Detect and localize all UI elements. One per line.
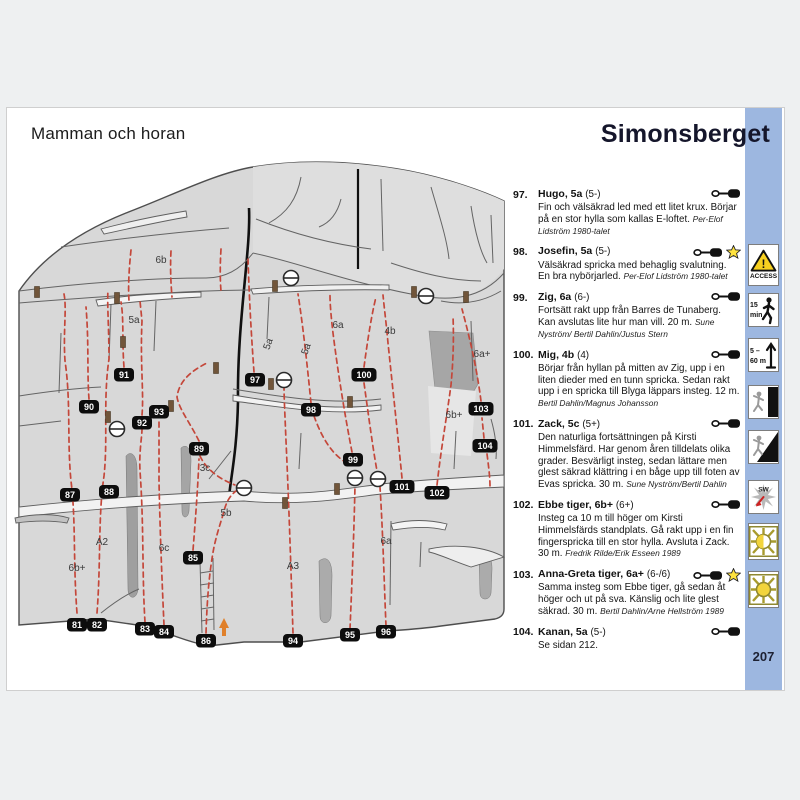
grade-label: 5a (128, 315, 140, 326)
anchor-icon (110, 422, 125, 437)
anchor-icon (348, 471, 363, 486)
compass-rose-icon (749, 482, 778, 512)
approach-minutes: 15 (750, 302, 758, 309)
route-number-badge (189, 442, 209, 456)
route-number-badge (67, 618, 87, 632)
route-alt-grade: (5-) (590, 626, 606, 638)
bolt-icon (273, 281, 278, 292)
route-description: Välsäkrad spricka med behaglig svalutning. En bra nybörjarled. (538, 259, 727, 283)
info-sidebar (745, 108, 782, 690)
anchor-icon (371, 472, 386, 487)
route-number-badge (87, 618, 107, 632)
route-number-badge (132, 416, 152, 430)
svg-text:81: 81 (71, 620, 83, 631)
svg-text:!: ! (761, 257, 766, 272)
route-name: Zack, 5c (538, 417, 580, 430)
svg-text:93: 93 (153, 407, 165, 418)
svg-text:86: 86 (200, 636, 212, 647)
svg-text:98: 98 (305, 405, 317, 416)
route-entry (513, 188, 741, 237)
route-description: Samma insteg som Ebbe tiger, gå sedan åt höger och ut på sva. Känslig och lite glest säkrad. 30 m. (538, 582, 726, 617)
route-credit: Bertil Dahlin/Magnus Johansson (538, 398, 659, 409)
route-number-badge (196, 634, 216, 648)
route-alt-grade: (6+) (615, 499, 634, 511)
trad-gear-icon (693, 570, 723, 581)
route-number-badge (79, 400, 99, 414)
route-name: Ebbe tiger, 6b+ (538, 498, 613, 511)
route-alt-grade: (5-) (595, 246, 611, 258)
route-name: Anna-Greta tiger, 6a+ (538, 568, 644, 581)
grade-label: 6b+ (445, 410, 463, 421)
sun-half-day-icon (748, 523, 779, 560)
climbing-steep-icon (748, 385, 779, 419)
route-icons (711, 626, 741, 637)
route-credit: Per-Elof Lidström 1980-talet (623, 271, 728, 282)
route-number: 99. (513, 291, 528, 304)
grade-label: 3c (199, 463, 211, 474)
route-number-badge (135, 622, 155, 636)
route-icons (693, 568, 741, 582)
route-credit: Per-Elof Lidström 1980-talet (538, 213, 723, 236)
star-icon (726, 568, 741, 582)
climber-vertical-icon (749, 387, 778, 417)
svg-text:100: 100 (356, 370, 372, 381)
svg-text:85: 85 (187, 553, 199, 564)
route-entry (513, 568, 741, 617)
half-sun-icon (749, 526, 778, 557)
route-number: 100. (513, 349, 534, 362)
trad-gear-icon (693, 247, 723, 258)
route-name: Josefin, 5a (538, 245, 593, 258)
route-number-badge (343, 453, 363, 467)
svg-text:97: 97 (249, 375, 261, 386)
bolt-icon (106, 412, 111, 423)
sun-full-day-icon (748, 571, 779, 608)
route-number-badge (183, 551, 203, 565)
grade-label: 6b+ (68, 563, 86, 574)
route-number-badge (60, 488, 80, 502)
route-number: 101. (513, 418, 534, 431)
route-number: 102. (513, 499, 534, 512)
route-number: 104. (513, 626, 534, 639)
svg-text:103: 103 (473, 404, 489, 415)
bolt-icon (283, 498, 288, 509)
grade-label: A3 (286, 561, 300, 572)
approach-time-icon (748, 293, 779, 327)
full-sun-icon (749, 574, 778, 605)
route-icons (693, 245, 741, 259)
approach-unit: min (750, 312, 763, 319)
walking-person-icon (749, 295, 778, 325)
bolt-icon (35, 287, 40, 298)
svg-text:89: 89 (193, 444, 205, 455)
route-alt-grade: (6-) (574, 292, 590, 304)
route-list (513, 188, 741, 660)
route-number-badge (114, 368, 134, 382)
bolt-icon (214, 363, 219, 374)
svg-text:104: 104 (477, 441, 493, 452)
star-icon (726, 245, 741, 259)
route-alt-grade: (5+) (582, 418, 601, 430)
route-icons (711, 188, 741, 199)
svg-text:87: 87 (64, 490, 76, 501)
route-number-badge (283, 634, 303, 648)
route-number: 103. (513, 568, 534, 581)
access-warning-icon (748, 244, 779, 286)
route-alt-grade: (6-/6) (646, 569, 671, 581)
route-description: Den naturliga fortsättningen på Kirsti Himmelsfärd. Har genom åren tilldelats olika grader. Besvärligt insteg, sedan lättare men glest säkrad klättring i en båge upp till foten av Evas spricka. 30 m. (538, 432, 740, 491)
height-min: 5 – (750, 348, 760, 355)
svg-text:90: 90 (83, 402, 95, 413)
route-entry (513, 499, 741, 560)
svg-text:82: 82 (91, 620, 103, 631)
grade-label: 5b (220, 508, 232, 519)
route-number: 98. (513, 245, 528, 258)
crag-title: Simonsberget (600, 120, 770, 148)
trad-gear-icon (711, 418, 741, 429)
grade-label: 5a (261, 337, 276, 352)
route-description: Insteg ca 10 m till höger om Kirsti Himmelsfärds standplats. Gå rakt upp i en fin fingerspricka till en stor hylla. Avsluta i Zack. 30 m. (538, 513, 734, 560)
route-icons (711, 349, 741, 360)
anchor-icon (419, 289, 434, 304)
bolt-icon (348, 397, 353, 408)
trad-gear-icon (711, 499, 741, 510)
svg-text:88: 88 (103, 487, 115, 498)
route-entry (513, 418, 741, 491)
guidebook-page (6, 107, 785, 691)
page-number: 207 (752, 649, 775, 664)
svg-text:94: 94 (287, 636, 299, 647)
route-number-badge (99, 485, 119, 499)
svg-text:95: 95 (344, 630, 356, 641)
grade-label: 6a+ (473, 349, 491, 360)
compass-icon (748, 480, 779, 514)
svg-text:101: 101 (394, 482, 410, 493)
bolt-icon (115, 293, 120, 304)
svg-text:92: 92 (136, 418, 148, 429)
anchor-icon (237, 481, 252, 496)
route-number-badge (473, 439, 498, 453)
route-credit: Sune Nyström/ Bertil Dahlin/Justus Stern (538, 317, 715, 339)
svg-text:83: 83 (139, 624, 151, 635)
route-credit: Bertil Dahlin/Arne Hellström 1989 (600, 605, 724, 616)
route-number-badge (376, 625, 396, 639)
route-number-badge (340, 628, 360, 642)
route-description: Börjar från hyllan på mitten av Zig, upp i en liten dieder med en tunn spricka. Sedan rakt upp i en spricka till Blyga läppars insteg. 12 m. (538, 362, 740, 398)
svg-text:102: 102 (429, 488, 445, 499)
route-description: Fin och välsäkrad led med ett litet krux. Börjar på en stor hylla som kallas E-loftet. (538, 202, 737, 225)
svg-text:91: 91 (118, 370, 130, 381)
height-max: 60 m (750, 358, 766, 365)
route-icons (711, 499, 741, 510)
svg-text:96: 96 (380, 627, 392, 638)
route-description: Fortsätt rakt upp från Barres de Tunaberg. Kan avslutas lite hur man vill. 20 m. (538, 305, 721, 329)
route-number-badge (390, 480, 415, 494)
route-entry (513, 626, 741, 652)
bolt-icon (121, 337, 126, 348)
trad-gear-icon (711, 188, 741, 199)
bolt-icon (412, 287, 417, 298)
warning-triangle-icon (750, 249, 777, 273)
anchor-icon (284, 271, 299, 286)
route-number-badge (352, 368, 377, 382)
compass-direction: SW (758, 486, 769, 494)
grade-label: 4b (384, 326, 396, 337)
route-number-badge (245, 373, 265, 387)
svg-text:99: 99 (347, 455, 359, 466)
route-description: Se sidan 212. (538, 639, 598, 651)
bolt-icon (269, 379, 274, 390)
height-arrow-icon (749, 340, 778, 370)
route-height-icon (748, 338, 779, 372)
route-icons (711, 418, 741, 429)
route-name: Zig, 6a (538, 291, 572, 304)
route-number-badge (425, 486, 450, 500)
route-number-badge (149, 405, 169, 419)
route-alt-grade: (4) (577, 349, 590, 361)
grade-label: 6a (332, 320, 344, 331)
climbing-slab-icon (748, 430, 779, 464)
route-name: Hugo, 5a (538, 188, 583, 200)
route-credit: Sune Nyström/Bertil Dahlin (626, 479, 727, 490)
route-name: Mig, 4b (538, 348, 575, 361)
trad-gear-icon (711, 291, 741, 302)
route-number-badge (469, 402, 494, 416)
grade-label: 6b (155, 255, 167, 266)
access-label: ACCESS (749, 273, 778, 281)
route-entry (513, 291, 741, 340)
grade-label: A2 (95, 537, 109, 548)
bolt-icon (335, 484, 340, 495)
bolt-icon (169, 401, 174, 412)
route-number-badge (154, 625, 174, 639)
grade-label: 5a (299, 342, 314, 357)
route-number: 97. (513, 188, 528, 201)
trad-gear-icon (711, 349, 741, 360)
bolt-icon (464, 292, 469, 303)
trad-gear-icon (711, 626, 741, 637)
climber-slab-icon (749, 432, 778, 462)
route-entry (513, 245, 741, 283)
route-number-badge (301, 403, 321, 417)
route-alt-grade: (5-) (585, 189, 601, 200)
route-entry (513, 349, 741, 410)
grade-label: 6c (158, 543, 170, 554)
grade-label: 6a (380, 536, 392, 547)
anchor-icon (277, 373, 292, 388)
route-icons (711, 291, 741, 302)
route-name: Kanan, 5a (538, 625, 588, 638)
area-title: Mamman och horan (31, 124, 186, 143)
svg-text:84: 84 (158, 627, 170, 638)
route-credit: Fredrik Rilde/Erik Esseen 1989 (565, 548, 681, 559)
